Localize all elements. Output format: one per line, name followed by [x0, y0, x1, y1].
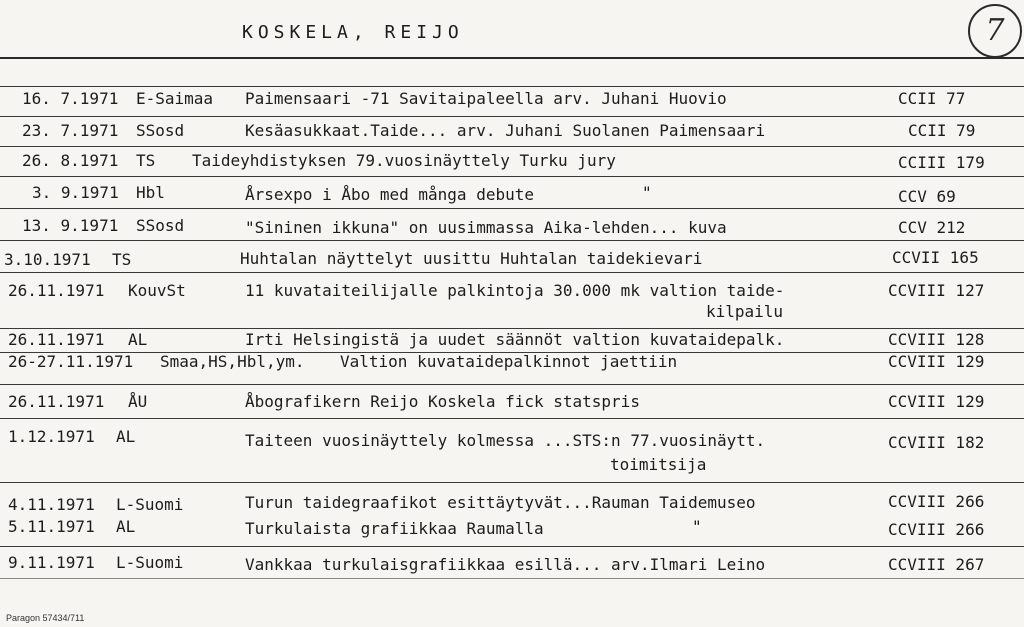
row-rule	[0, 146, 1024, 147]
ditto-mark: "	[642, 183, 652, 202]
row-rule	[0, 272, 1024, 273]
entry-text: Irti Helsingistä ja uudet säännöt valtion kuvataidepalk.	[245, 330, 785, 349]
entry-ref: CCVIII 127	[888, 281, 985, 300]
entry-source: Hbl	[136, 183, 165, 202]
entry-source: AL	[128, 330, 148, 349]
entry-date: 23. 7.1971	[22, 121, 119, 140]
entry-ref: CCII 77	[898, 89, 966, 108]
entry-date: 26.11.1971	[8, 330, 105, 349]
entry-date: 3. 9.1971	[32, 183, 119, 202]
row-rule	[0, 176, 1024, 177]
entry-date: 4.11.1971	[8, 495, 95, 514]
entry-source: SSosd	[136, 121, 185, 140]
entry-source: KouvSt	[128, 281, 186, 300]
entry-date: 26. 8.1971	[22, 151, 119, 170]
entry-text: Turkulaista grafiikkaa Raumalla	[245, 519, 544, 538]
row-rule	[0, 546, 1024, 547]
row-rule	[0, 240, 1024, 241]
entry-ref: CCV 69	[898, 187, 956, 206]
entry-text: Årsexpo i Åbo med många debute	[245, 185, 534, 204]
entry-date: 26.11.1971	[8, 281, 105, 300]
entry-source: Smaa,HS,Hbl,ym.	[160, 352, 305, 371]
row-rule	[0, 116, 1024, 117]
entry-ref: CCVIII 128	[888, 330, 985, 349]
card-title: KOSKELA, REIJO	[242, 22, 464, 43]
card-number-badge: 7	[968, 4, 1022, 58]
row-rule	[0, 482, 1024, 483]
entry-text: Taideyhdistyksen 79.vuosinäyttely Turku jury	[192, 151, 616, 170]
entry-ref: CCVIII 129	[888, 352, 985, 371]
row-rule	[0, 384, 1024, 385]
entry-source: ÅU	[128, 392, 148, 411]
entry-ref: CCII 79	[908, 121, 976, 140]
entry-ref: CCIII 179	[898, 153, 985, 172]
row-rule	[0, 86, 1024, 87]
entry-text-continued: toimitsija	[610, 455, 707, 474]
entry-ref: CCV 212	[898, 218, 966, 237]
entry-text: Taiteen vuosinäyttely kolmessa ...STS:n 77.vuosinäytt.	[245, 431, 766, 450]
row-rule	[0, 418, 1024, 419]
entry-text: 11 kuvataiteilijalle palkintoja 30.000 mk valtion taide-	[245, 281, 785, 300]
entry-date: 16. 7.1971	[22, 89, 119, 108]
entry-text: Paimensaari -71 Savitaipaleella arv. Juhani Huovio	[245, 89, 727, 108]
entry-text: Huhtalan näyttelyt uusittu Huhtalan taidekievari	[240, 249, 703, 268]
entry-source: L-Suomi	[116, 553, 184, 572]
entry-date: 3.10.1971	[4, 250, 91, 269]
entry-source: AL	[116, 427, 136, 446]
entry-source: E-Saimaa	[136, 89, 214, 108]
entry-ref: CCVIII 266	[888, 520, 985, 539]
entry-text-continued: kilpailu	[706, 302, 784, 321]
entry-source: SSosd	[136, 216, 185, 235]
header-rule	[0, 57, 1024, 59]
entry-date: 26-27.11.1971	[8, 352, 134, 371]
entry-ref: CCVII 165	[892, 248, 979, 267]
entry-ref: CCVIII 182	[888, 433, 985, 452]
entry-text: "Sininen ikkuna" on uusimmassa Aika-lehden... kuva	[245, 218, 727, 237]
entry-text: Åbografikern Reijo Koskela fick statspris	[245, 392, 640, 411]
entry-source: TS	[112, 250, 132, 269]
row-rule	[0, 208, 1024, 209]
entry-date: 26.11.1971	[8, 392, 105, 411]
ditto-mark: "	[692, 517, 702, 536]
entry-text: Vankkaa turkulaisgrafiikkaa esillä... arv.Ilmari Leino	[245, 555, 766, 574]
entry-text: Turun taidegraafikot esittäytyvät...Rauman Taidemuseo	[245, 493, 756, 512]
entry-ref: CCVIII 129	[888, 392, 985, 411]
entry-date: 13. 9.1971	[22, 216, 119, 235]
entry-source: AL	[116, 517, 136, 536]
entry-ref: CCVIII 266	[888, 492, 985, 511]
printer-footer: Paragon 57434/711	[6, 613, 85, 623]
entry-source: TS	[136, 151, 156, 170]
entry-date: 5.11.1971	[8, 517, 95, 536]
entry-date: 9.11.1971	[8, 553, 95, 572]
entry-ref: CCVIII 267	[888, 555, 985, 574]
row-rule	[0, 578, 1024, 579]
entry-date: 1.12.1971	[8, 427, 95, 446]
entry-text: Valtion kuvataidepalkinnot jaettiin	[340, 352, 678, 371]
entry-source: L-Suomi	[116, 495, 184, 514]
row-rule	[0, 328, 1024, 329]
entry-text: Kesäasukkaat.Taide... arv. Juhani Suolanen Paimensaari	[245, 121, 766, 140]
